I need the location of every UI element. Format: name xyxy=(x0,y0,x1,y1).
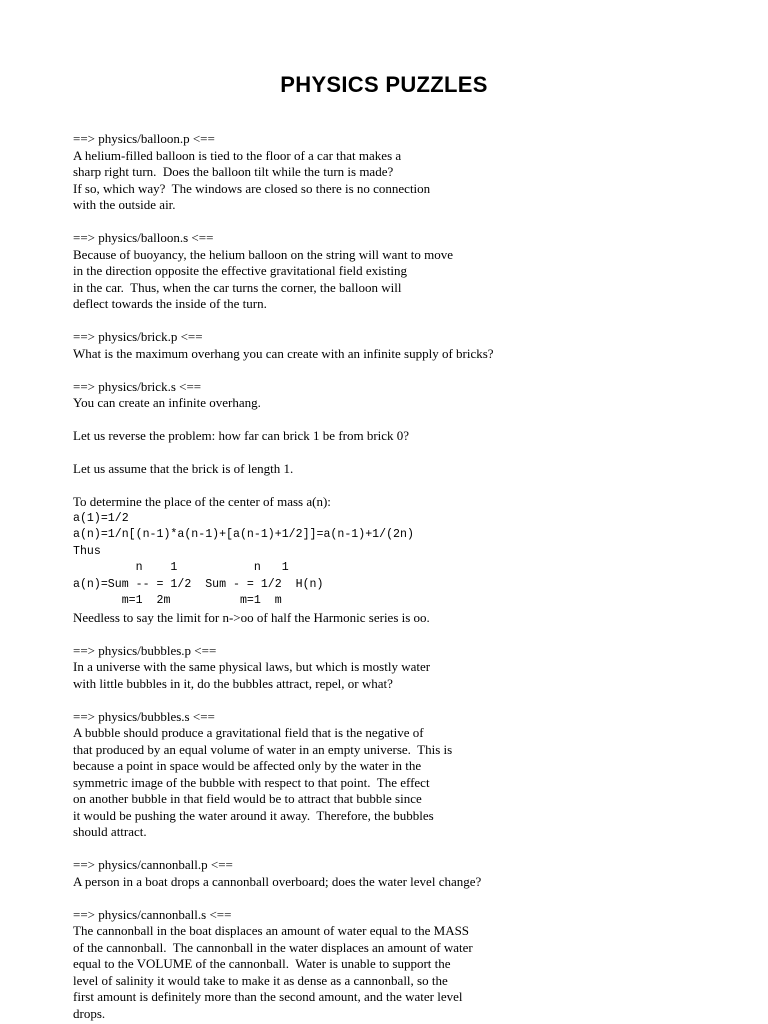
formula-line: m=1 2m m=1 m xyxy=(73,594,282,607)
text-line: should attract. xyxy=(73,824,147,839)
text-line: on another bubble in that field would be to attract that bubble since xyxy=(73,791,422,806)
text-line: in the car. Thus, when the car turns the corner, the balloon will xyxy=(73,279,402,295)
section-balloon-solution xyxy=(73,230,753,313)
text-line: Let us reverse the problem: how far can brick 1 be from brick 0? xyxy=(73,428,410,443)
section-cannonball-solution xyxy=(73,907,753,1023)
section-header: ==> physics/balloon.p <== xyxy=(73,131,215,146)
text-line: in the direction opposite the effective gravitational field existing xyxy=(73,263,408,278)
page-title: PHYSICS PUZZLES xyxy=(280,72,488,97)
text-line: drops. xyxy=(73,1005,106,1021)
spacer xyxy=(73,626,753,643)
text-line: equal to the VOLUME of the cannonball. Water is unable to support the xyxy=(73,956,451,971)
section-brick-solution xyxy=(73,379,753,627)
text-line: A person in a boat drops a cannonball overboard; does the water level change? xyxy=(73,873,482,889)
text-line: Because of buoyancy, the helium balloon on the string will want to move xyxy=(73,246,454,262)
section-header: ==> physics/cannonball.p <== xyxy=(73,857,233,872)
formula-line: a(n)=1/n[(n-1)*a(n-1)+[a(n-1)+1/2]]=a(n-1)+1/(2n) xyxy=(73,528,414,541)
text-line: sharp right turn. Does the balloon tilt while the turn is made? xyxy=(73,164,394,179)
section-brick-problem xyxy=(73,329,753,362)
section-bubbles-problem xyxy=(73,643,753,693)
section-balloon-problem xyxy=(73,131,753,214)
spacer xyxy=(73,890,753,907)
section-header: ==> physics/bubbles.s <== xyxy=(73,708,215,724)
formula-line: a(1)=1/2 xyxy=(73,511,129,525)
spacer xyxy=(73,214,753,231)
text-line: level of salinity it would take to make it as dense as a cannonball, so the xyxy=(73,972,448,988)
text-line: with little bubbles in it, do the bubbles attract, repel, or what? xyxy=(73,675,393,691)
text-line: If so, which way? The windows are closed so there is no connection xyxy=(73,180,431,196)
spacer xyxy=(73,362,753,379)
text-line: first amount is definitely more than the second amount, and the water level xyxy=(73,989,463,1004)
document-body xyxy=(73,131,753,1022)
text-line: of the cannonball. The cannonball in the water displaces an amount of water xyxy=(73,939,473,955)
spacer xyxy=(73,692,753,709)
text-line: To determine the place of the center of mass a(n): xyxy=(73,494,331,509)
text-line: deflect towards the inside of the turn. xyxy=(73,296,267,311)
formula-line: Thus xyxy=(73,544,101,558)
text-line xyxy=(73,445,753,462)
text-line: A bubble should produce a gravitational field that is the negative of xyxy=(73,725,424,740)
text-line xyxy=(73,478,753,495)
text-line: In a universe with the same physical laws, but which is mostly water xyxy=(73,659,431,674)
text-line: it would be pushing the water around it away. Therefore, the bubbles xyxy=(73,807,434,823)
spacer xyxy=(73,313,753,330)
text-line xyxy=(73,412,753,429)
text-line: A helium-filled balloon is tied to the floor of a car that makes a xyxy=(73,147,402,163)
section-header: ==> physics/cannonball.s <== xyxy=(73,906,232,922)
section-header: ==> physics/brick.s <== xyxy=(73,378,202,394)
text-line: You can create an infinite overhang. xyxy=(73,395,261,410)
section-header: ==> physics/bubbles.p <== xyxy=(73,642,217,658)
text-line: that produced by an equal volume of water in an empty universe. This is xyxy=(73,741,453,757)
text-line: Let us assume that the brick is of length 1. xyxy=(73,461,294,476)
text-line: What is the maximum overhang you can create with an infinite supply of bricks? xyxy=(73,345,494,361)
text-line: Needless to say the limit for n->oo of half the Harmonic series is oo. xyxy=(73,609,430,625)
formula-line: n 1 n 1 xyxy=(73,561,289,574)
section-header: ==> physics/brick.p <== xyxy=(73,329,203,344)
text-line: symmetric image of the bubble with respect to that point. The effect xyxy=(73,774,430,790)
text-line: with the outside air. xyxy=(73,197,176,212)
spacer xyxy=(73,841,753,858)
formula-line: a(n)=Sum -- = 1/2 Sum - = 1/2 H(n) xyxy=(73,577,324,591)
text-line: The cannonball in the boat displaces an amount of water equal to the MASS xyxy=(73,923,470,938)
text-line: because a point in space would be affected only by the water in the xyxy=(73,758,422,773)
section-bubbles-solution xyxy=(73,709,753,841)
section-header: ==> physics/balloon.s <== xyxy=(73,230,214,245)
section-cannonball-problem xyxy=(73,857,753,890)
